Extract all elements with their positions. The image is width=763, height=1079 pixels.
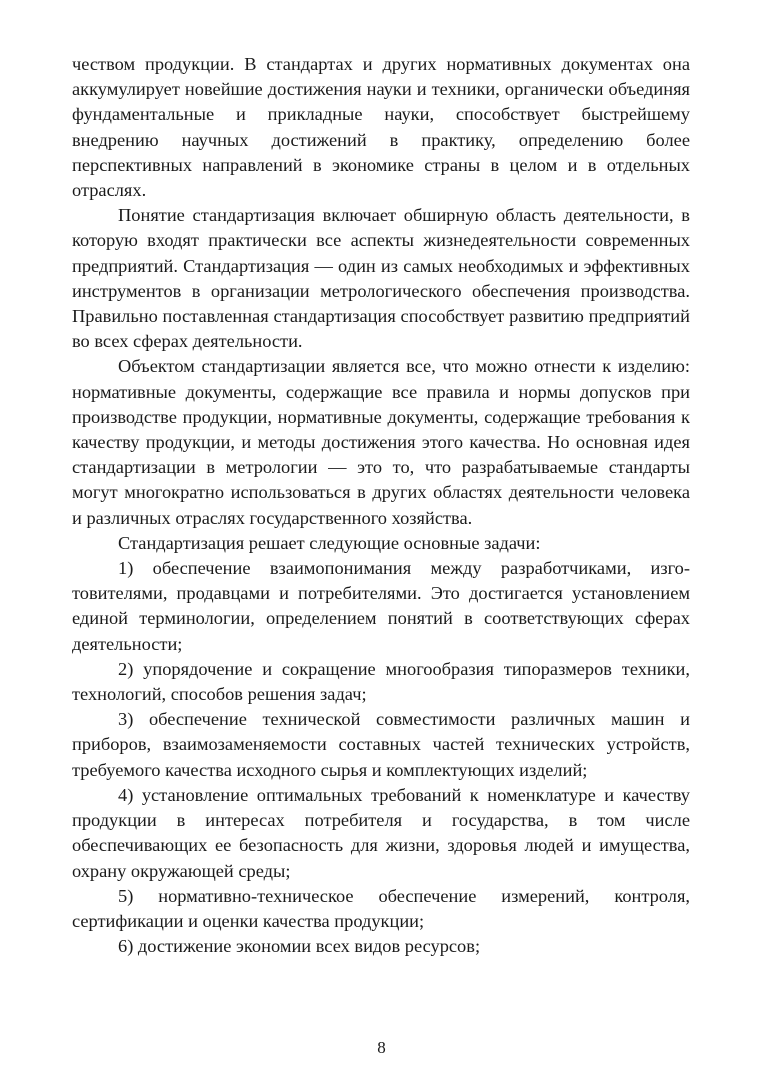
paragraph-standardization-object: Объектом стандартизации является все, что можно отнести к изделию: нормативные документы, содержащие все правила и нормы допусков при производстве продукции, нормативные документы, содержащие требования к качеству продукции, и методы достижения этого качества. Но основная идея стандартизации в метрологии — это то, что разрабатываемые стандарты могут многократно использоваться в других областях деятельности человека и различных отраслях государственного хозяйства. (72, 356, 690, 528)
list-item-task-2: 2) упорядочение и сокращение многообразия типоразмеров техники, технологий, способов решения задач; (72, 658, 690, 705)
body-text (72, 52, 690, 959)
paragraph-continuation: чеством продукции. В стандартах и других нормативных документах она аккумулирует новейшие достижения науки и техники, органически объединяя фундаментальные и прикладные науки, способствует быстрейшему внедрению научных достижений в практику, определению более перспективных направлений в экономике страны в целом и в отдельных отраслях. (72, 54, 690, 201)
paragraph-tasks-intro: Стандартизация решает следующие основные задачи: (118, 532, 541, 553)
list-item-task-1: 1) обеспечение взаимопонимания между разработчиками, изготовителями, продавцами и потребителями. Это достигается установлением единой терминологии, определением понятий в соответствующих сферах деятельности; (72, 558, 690, 654)
list-item-task-3: 3) обеспечение технической совместимости различных машин и приборов, взаимозаменяемости составных частей технических устройств, требуемого качества исходного сырья и комплектующих изделий; (72, 709, 690, 780)
list-item-task-6: 6) достижение экономии всех видов ресурсов; (118, 936, 481, 957)
list-item-task-4: 4) установление оптимальных требований к номенклатуре и качеству продукции в интересах потребителя и государства, в том числе обеспечивающих ее безопасность для жизни, здоровья людей и имущества, охрану окружающей среды; (72, 784, 690, 881)
list-item-task-5: 5) нормативно-техническое обеспечение измерений, контроля, сертификации и оценки качества продукции; (72, 885, 690, 931)
paragraph-standardization-concept: Понятие стандартизация включает обширную область деятельности, в которую входят практически все аспекты жизнедеятельности современных предприятий. Стандартизация — один из самых необходимых и эффективных инструментов в организации метрологического обеспечения производства. Правильно поставленная стандартизация способствует развитию предприятий во всех сферах деятельности. (72, 205, 690, 352)
page-number: 8 (377, 1038, 386, 1057)
